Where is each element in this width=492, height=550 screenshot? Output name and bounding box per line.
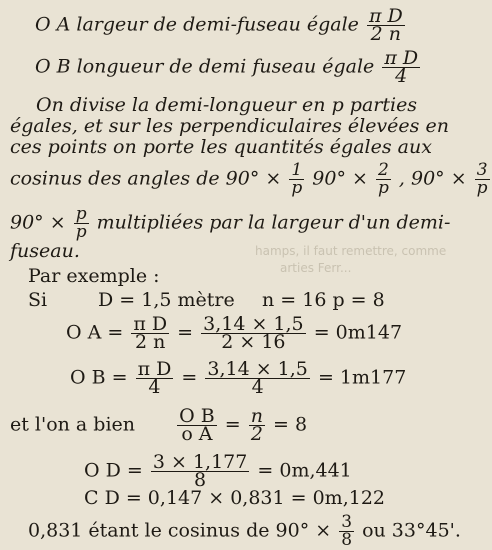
paragraph-line-5: 90° × $\frac{p}{p}$ multipliées par la largeur d'un demi-: [10, 204, 451, 242]
ob-fraction: $\frac{\text{π D}}{4}$: [384, 47, 419, 87]
oa-equation: O A = $\frac{\text{π D}}{2 n}$ = $\frac{3,14 \times 1,5}{2 \times 16}$ = 0m147: [66, 313, 403, 353]
paragraph-line-1: On divise la demi-longueur en p parties: [36, 94, 418, 116]
paragraph-line-6: fuseau.: [10, 240, 80, 262]
ratio-equation: et l'on a bien $\frac{\text{O B}}{\text{o A}}$ = $\frac{n}{2}$ = 8: [10, 405, 308, 445]
paragraph-line-4: cosinus des angles de 90° × $\frac{1}{p}$ 90° × $\frac{2}{p}$ , 90° × $\frac{3}{p}$: [10, 160, 488, 198]
fraction-3-p: $\frac{3}{p}$: [476, 160, 488, 198]
example-intro: Par exemple :: [28, 265, 160, 287]
si-label: Si: [28, 289, 48, 311]
ob-equation: O B = $\frac{\text{π D}}{4}$ = $\frac{3,14 \times 1,5}{4}$ = 1m177: [70, 358, 407, 398]
show-through-text: arties Ferr...: [280, 261, 352, 275]
cd-equation: C D = 0,147 × 0,831 = 0m,122: [84, 487, 386, 509]
oa-definition: O A largeur de demi-fuseau égale $\frac{\text{π D}}{2 n}$: [35, 5, 403, 45]
oa-fraction: $\frac{\text{π D}}{2 n}$: [368, 5, 403, 45]
n-p-values: n = 16 p = 8: [262, 289, 385, 311]
fraction-p-p: $\frac{p}{p}$: [75, 204, 87, 242]
od-equation: O D = $\frac{3 \times 1,177}{8}$ = 0m,441: [84, 451, 352, 491]
ob-definition: O B longueur de demi fuseau égale $\frac{\text{π D}}{4}$: [35, 47, 419, 87]
d-value: D = 1,5 mètre: [98, 289, 235, 311]
paragraph-line-2: égales, et sur les perpendiculaires élevées en: [10, 115, 449, 137]
fraction-2-p: $\frac{2}{p}$: [377, 160, 389, 198]
paragraph-line-3: ces points on porte les quantités égales aux: [10, 136, 432, 158]
fraction-1-p: $\frac{1}{p}$: [291, 160, 303, 198]
show-through-text: hamps, il faut remettre, comme: [255, 244, 447, 258]
final-line: 0,831 étant le cosinus de 90° × $\frac{3}{8}$ ou 33°45'.: [28, 512, 461, 550]
